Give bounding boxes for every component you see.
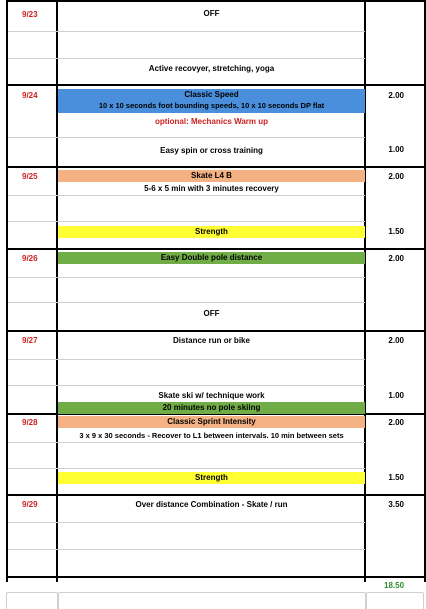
hours-cell: 1.50 [388, 227, 404, 236]
grid-line-top [7, 0, 425, 2]
grid-line [8, 277, 365, 278]
grid-line [8, 58, 365, 59]
activity-cell: optional: Mechanics Warm up [154, 117, 269, 126]
date-cell: 9/27 [22, 336, 38, 345]
highlighted-activity-cell: Strength [58, 226, 365, 238]
date-cell: 9/29 [22, 500, 38, 509]
highlighted-activity-cell: Classic Sprint Intensity [58, 416, 365, 428]
date-cell: 9/24 [22, 91, 38, 100]
day-separator [7, 494, 425, 496]
hours-cell: 2.00 [388, 172, 404, 181]
hours-cell: 2.00 [388, 418, 404, 427]
activity-cell: Distance run or bike [173, 336, 250, 345]
grid-line [8, 359, 365, 360]
date-cell: 9/25 [22, 172, 38, 181]
activity-detail: 5-6 x 5 min with 3 minutes recovery [144, 184, 279, 193]
day-separator [7, 84, 425, 86]
highlighted-activity-cell: Strength [58, 472, 365, 484]
activity-cell: Easy spin or cross training [160, 146, 263, 155]
grid-line [8, 302, 365, 303]
highlighted-activity-cell [58, 89, 365, 113]
hours-cell: 1.50 [388, 473, 404, 482]
day-separator [7, 330, 425, 332]
hours-cell: 3.50 [388, 500, 404, 509]
hours-cell: 1.00 [388, 391, 404, 400]
grid-line [8, 195, 365, 196]
grid-line [8, 468, 365, 469]
day-separator [7, 166, 425, 168]
table-bottom [7, 576, 425, 578]
hours-cell: 2.00 [388, 254, 404, 263]
activity-cell: OFF [203, 9, 220, 18]
grid-line [8, 442, 365, 443]
hours-cell: 1.00 [388, 145, 404, 154]
grid-line [8, 549, 365, 550]
activity-title: Classic Speed [184, 90, 239, 99]
day-separator [7, 248, 425, 250]
hours-cell: 2.00 [388, 91, 404, 100]
total-hours: 18.50 [384, 581, 405, 590]
partial-cell [6, 592, 58, 609]
date-cell: 9/23 [22, 10, 38, 19]
highlighted-activity-cell: Easy Double pole distance [58, 252, 365, 264]
activity-detail: 10 x 10 seconds foot bounding speeds, 10 x 10 seconds DP flat [98, 101, 325, 110]
hours-cell: 2.00 [388, 336, 404, 345]
date-cell: 9/28 [22, 418, 38, 427]
grid-line [8, 137, 365, 138]
activity-cell: Skate ski w/ technique work [158, 391, 265, 400]
activity-cell: Over distance Combination - Skate / run [135, 500, 288, 509]
grid-line [8, 221, 365, 222]
highlighted-activity-cell: 20 minutes no pole skiing [58, 402, 365, 414]
grid-line [8, 31, 365, 32]
partial-cell [366, 592, 424, 609]
grid-line [8, 522, 365, 523]
activity-detail: 3 x 9 x 30 seconds - Recover to L1 between intervals. 10 min between sets [79, 431, 344, 440]
activity-cell: Active recovyer, stretching, yoga [148, 64, 275, 73]
grid-line [8, 385, 365, 386]
partial-cell [58, 592, 366, 609]
activity-cell: OFF [203, 309, 220, 318]
highlighted-activity-cell: Skate L4 B [58, 170, 365, 182]
date-cell: 9/26 [22, 254, 38, 263]
